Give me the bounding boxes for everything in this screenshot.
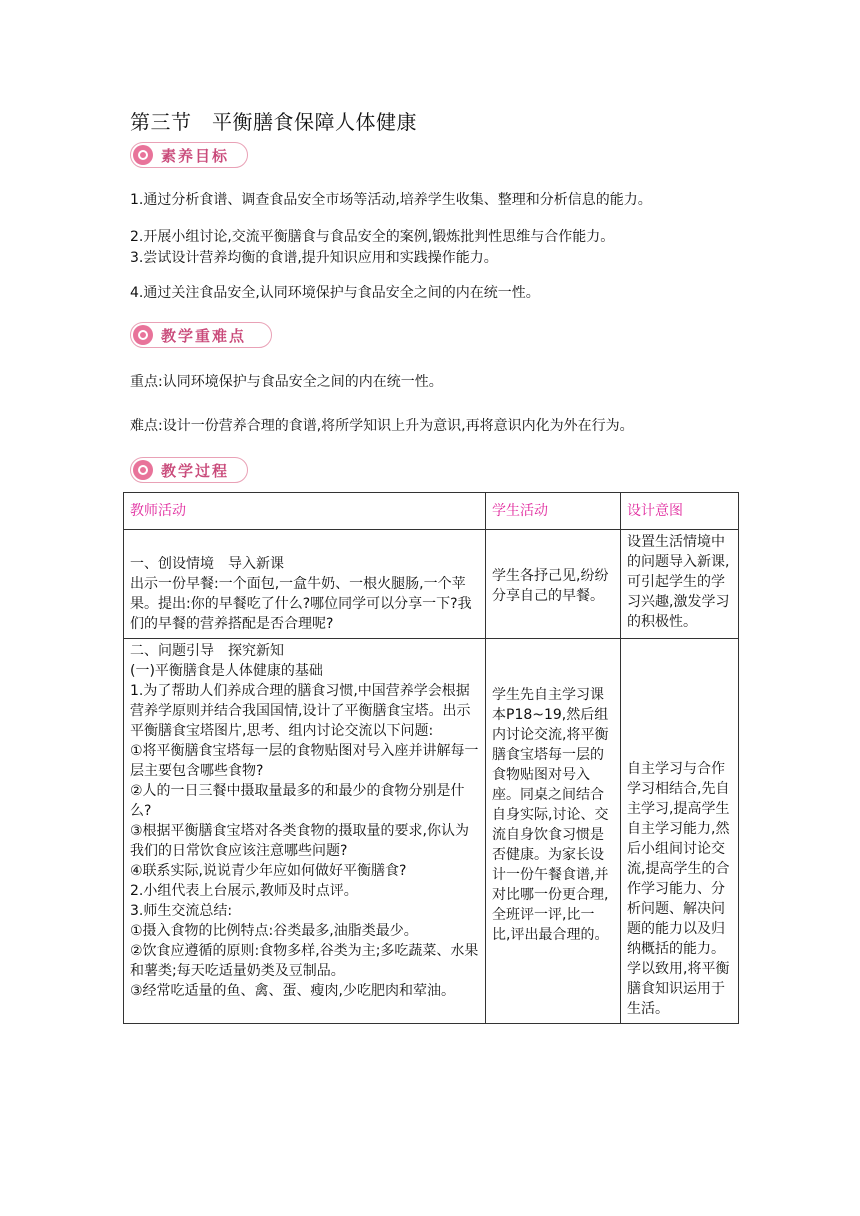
teacher-text: ①将平衡膳食宝塔每一层的食物贴图对号入座并讲解每一层主要包含哪些食物?: [130, 743, 479, 779]
teacher-cell: [124, 639, 486, 1024]
badge-circle-icon: [133, 460, 153, 480]
section-badge-label: 教学过程: [161, 461, 230, 480]
goal-item: 4.通过关注食品安全,认同环境保护与食品安全之间的内在统一性。: [130, 285, 540, 301]
difficult-point: 难点:设计一份营养合理的食谱,将所学知识上升为意识,再将意识内化为外在行为。: [130, 418, 634, 434]
teacher-text: ④联系实际,说说青少年应如何做好平衡膳食?: [130, 863, 407, 879]
table-row: [124, 530, 739, 639]
header-teacher: 教师活动: [124, 493, 486, 530]
teacher-text: 3.师生交流总结:: [130, 903, 233, 919]
goal-item: 2.开展小组讨论,交流平衡膳食与食品安全的案例,锻炼批判性思维与合作能力。: [130, 229, 615, 245]
intent-cell: 自主学习与合作学习相结合,先自主学习,提高学生自主学习能力,然后小组间讨论交流,提高学生的合作学习能力、分析问题、解决问题的能力以及归纳概括的能力。学以致用,将平衡膳食知识运用于生活。: [621, 639, 739, 1024]
teacher-text: (一)平衡膳食是人体健康的基础: [130, 663, 323, 679]
teacher-text: 2.小组代表上台展示,教师及时点评。: [130, 883, 358, 899]
section-badge-keypoints: [130, 322, 272, 348]
teacher-text: 一、创设情境 导入新课: [130, 556, 284, 572]
teacher-text: ①摄入食物的比例特点:谷类最多,油脂类最少。: [130, 923, 418, 939]
section-badge-goals: [130, 142, 248, 168]
table-row: [124, 639, 739, 1024]
section-badge-label: 素养目标: [161, 146, 230, 165]
section-badge-process: [130, 457, 248, 483]
student-cell: 学生各抒己见,纷纷分享自己的早餐。: [486, 530, 621, 639]
teacher-text: ②人的一日三餐中摄取量最多的和最少的食物分别是什么?: [130, 783, 465, 819]
goal-item: 1.通过分析食谱、调查食品安全市场等活动,培养学生收集、整理和分析信息的能力。: [130, 192, 652, 208]
teacher-cell: [124, 530, 486, 639]
badge-circle-icon: [133, 325, 153, 345]
goal-item: 3.尝试设计营养均衡的食谱,提升知识应用和实践操作能力。: [130, 250, 498, 266]
key-point: 重点:认同环境保护与食品安全之间的内在统一性。: [130, 374, 443, 390]
teacher-text: ③经常吃适量的鱼、禽、蛋、瘦肉,少吃肥肉和荤油。: [130, 983, 455, 999]
teacher-text: 1.为了帮助人们养成合理的膳食习惯,中国营养学会根据营养学原则并结合我国国情,设计了平衡膳食宝塔。出示平衡膳食宝塔图片,思考、组内讨论交流以下问题:: [130, 683, 471, 739]
teacher-text: 出示一份早餐:一个面包,一盒牛奶、一根火腿肠,一个苹果。提出:你的早餐吃了什么?哪位同学可以分享一下?我们的早餐的营养搭配是否合理呢?: [130, 576, 472, 632]
student-cell: 学生先自主学习课本P18~19,然后组内讨论交流,将平衡膳食宝塔每一层的食物贴图对号入座。同桌之间结合自身实际,讨论、交流自身饮食习惯是否健康。为家长设计一份午餐食谱,并对比哪一份更合理,全班评一评,比一比,评出最合理的。: [486, 639, 621, 1024]
badge-circle-icon: [133, 145, 153, 165]
header-student: 学生活动: [486, 493, 621, 530]
table-header-row: [124, 493, 739, 530]
teacher-text: 二、问题引导 探究新知: [130, 643, 284, 659]
header-intent: 设计意图: [621, 493, 739, 530]
intent-cell: 设置生活情境中的问题导入新课,可引起学生的学习兴趣,激发学习的积极性。: [621, 530, 739, 639]
page-title: 第三节 平衡膳食保障人体健康: [130, 110, 417, 134]
section-badge-label: 教学重难点: [161, 326, 247, 345]
teacher-text: ③根据平衡膳食宝塔对各类食物的摄取量的要求,你认为我们的日常饮食应该注意哪些问题?: [130, 823, 469, 859]
lesson-table: [123, 492, 739, 1024]
teacher-text: ②饮食应遵循的原则:食物多样,谷类为主;多吃蔬菜、水果和薯类;每天吃适量奶类及豆制品。: [130, 943, 479, 979]
